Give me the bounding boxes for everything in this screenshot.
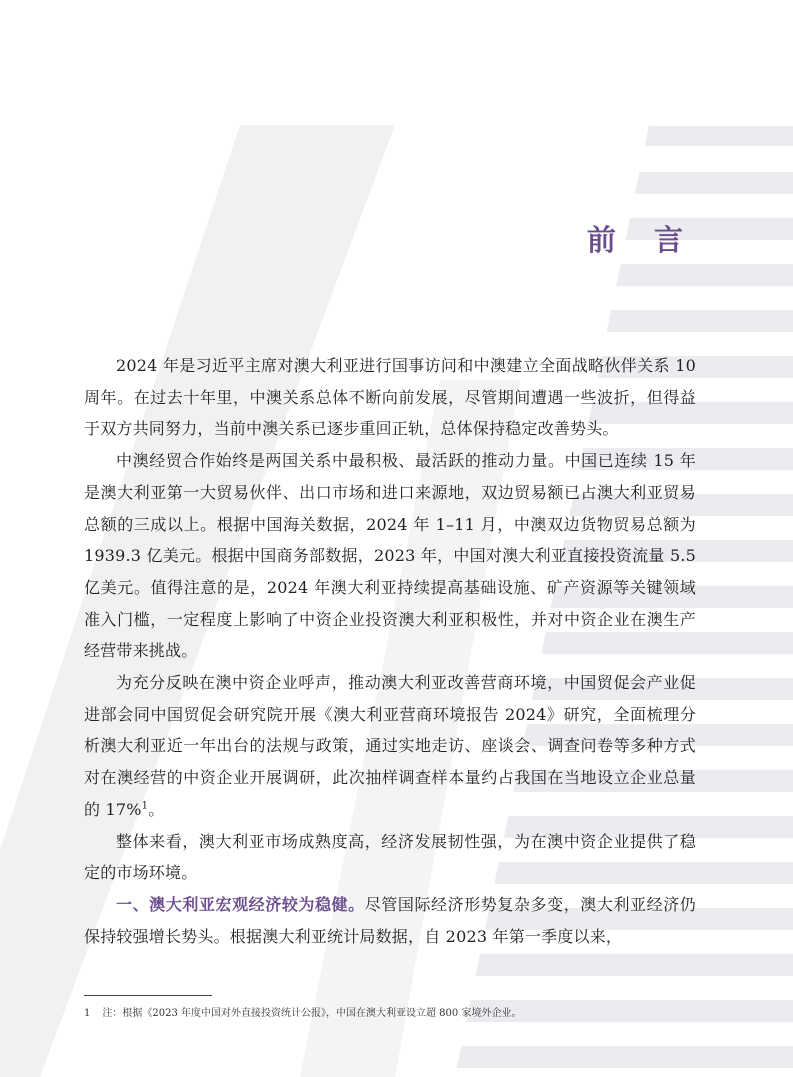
paragraph-4-text: 整体来看，澳大利亚市场成熟度高，经济发展韧性强，为在澳中资企业提供了稳定的市场环境。 [84,831,696,883]
footnote-text: 注：根据《2023 年度中国对外直接投资统计公报》，中国在澳大利亚设立超 800 家境外企业。 [102,1008,522,1019]
paragraph-3-tail: 。 [148,799,165,819]
footnote [84,1007,724,1021]
paragraph-2-text: 中澳经贸合作始终是两国关系中最积极、最活跃的推动力量。中国已连续 15 年是澳大利亚第一大贸易伙伴、出口市场和进口来源地，双边贸易额已占澳大利亚贸易总额的三成以上。根据中国海关数据，2024 年 1–11 月，中澳双边货物贸易总额为 1939.3 亿美元。根据中国商务部数据，2023 年，中国对澳大利亚直接投资流量 5.5 亿美元。值得注意的是，2024 年澳大利亚持续提高基础设施、矿产资源等关键领域准入门槛，一定程度上影响了中资企业投资澳大利亚积极性，并对中资企业在澳生产经营带来挑战。 [84,451,696,661]
paragraph-5 [84,889,696,952]
footnote-marker[interactable]: 1 [141,800,149,812]
paragraph-1 [84,350,696,445]
paragraph-5-text: 尽管国际经济形势复杂多变，澳大利亚经济仍保持较强增长势头。根据澳大利亚统计局数据，自 2023 年第一季度以来， [84,894,696,946]
footnote-divider [84,995,212,996]
page-title: 前 言 [586,223,697,257]
footnote-number: 1 [84,1008,91,1019]
body-text [84,350,696,952]
paragraph-1-text: 2024 年是习近平主席对澳大利亚进行国事访问和中澳建立全面战略伙伴关系 10 周年。在过去十年里，中澳关系总体不断向前发展，尽管期间遭遇一些波折，但得益于双方共同努力，当前中澳关系已逐步重回正轨，总体保持稳定改善势头。 [84,356,696,439]
paragraph-3-text: 为充分反映在澳中资企业呼声，推动澳大利亚改善营商环境，中国贸促会产业促进部会同中国贸促会研究院开展《澳大利亚营商环境报告 2024》研究，全面梳理分析澳大利亚近一年出台的法规与政策，通过实地走访、座谈会、调查问卷等多种方式对在澳经营的中资企业开展调研，此次抽样调查样本量约占我国在当地设立企业总量的 17% [84,673,696,819]
section-heading-inline: 一、澳大利亚宏观经济较为稳健。 [116,894,365,914]
paragraph-3 [84,667,696,826]
paragraph-2 [84,445,696,667]
paragraph-4 [84,826,696,889]
